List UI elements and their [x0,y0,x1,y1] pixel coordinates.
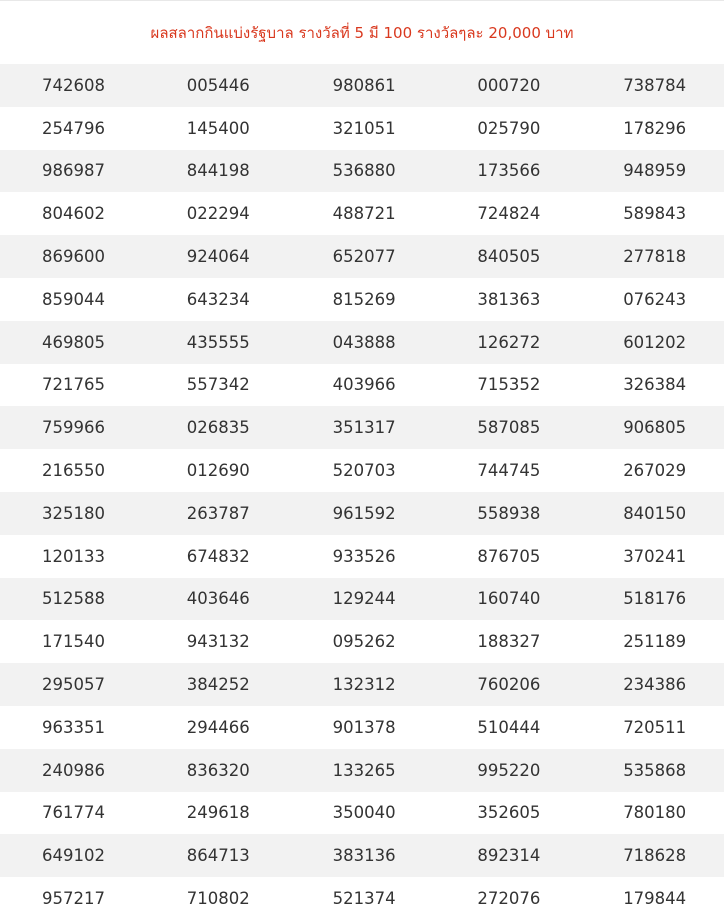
lottery-number: 076243 [623,289,687,309]
table-row [0,107,724,150]
lottery-number: 710802 [186,889,250,909]
table-row [0,192,724,235]
lottery-number: 469805 [0,321,145,364]
lottery-number: 520703 [332,461,396,481]
table-row [0,406,724,449]
lottery-number: 518176 [579,578,724,621]
lottery-number: 234386 [579,663,724,706]
lottery-number: 240986 [0,749,145,792]
lottery-number: 840150 [579,492,724,535]
table-row [0,492,724,535]
prize-title-row [0,1,724,65]
lottery-number: 383136 [290,834,435,877]
lottery-number: 294466 [186,717,250,737]
table-row [0,749,724,792]
table-row [0,64,724,107]
table-row [0,535,724,578]
lottery-number: 557342 [186,375,250,395]
lottery-number: 643234 [186,289,250,309]
lottery-number: 933526 [332,546,396,566]
lottery-number: 780180 [623,803,687,823]
lottery-number: 760206 [434,663,579,706]
lottery-number: 924064 [145,235,290,278]
lottery-number: 025790 [477,118,541,138]
table-row [0,792,724,835]
lottery-number: 859044 [42,289,105,309]
table-row [0,449,724,492]
table-row [0,278,724,321]
lottery-number: 254796 [42,118,105,138]
table-row [0,578,724,621]
lottery-number: 435555 [145,321,290,364]
lottery-number: 892314 [434,834,579,877]
lottery-number: 601202 [579,321,724,364]
lottery-number: 512588 [0,578,145,621]
lottery-number: 864713 [145,834,290,877]
table-row [0,706,724,749]
lottery-number: 488721 [332,204,396,224]
lottery-number: 510444 [477,717,541,737]
table-row [0,834,724,877]
lottery-number: 352605 [477,803,541,823]
lottery-number: 295057 [0,663,145,706]
lottery-number: 869600 [0,235,145,278]
lottery-number: 674832 [186,546,250,566]
lottery-number: 587085 [434,406,579,449]
prize-table-body [0,1,724,920]
lottery-number: 558938 [434,492,579,535]
lottery-number: 535868 [579,749,724,792]
lottery-number: 589843 [623,204,687,224]
lottery-number: 980861 [290,64,435,107]
lottery-number: 160740 [434,578,579,621]
lottery-number: 126272 [434,321,579,364]
table-row [0,321,724,364]
lottery-number: 995220 [434,749,579,792]
lottery-number: 249618 [186,803,250,823]
lottery-number: 132312 [290,663,435,706]
lottery-number: 120133 [42,546,105,566]
lottery-number: 173566 [434,150,579,193]
lottery-number: 351317 [290,406,435,449]
table-row [0,235,724,278]
lottery-number: 026835 [145,406,290,449]
lottery-number: 370241 [623,546,687,566]
lottery-number: 133265 [290,749,435,792]
lottery-number: 721765 [42,375,105,395]
lottery-number: 267029 [623,461,687,481]
lottery-number: 012690 [186,461,250,481]
lottery-number: 043888 [290,321,435,364]
lottery-number: 963351 [42,717,105,737]
table-row [0,620,724,663]
lottery-number: 022294 [186,204,250,224]
lottery-number: 216550 [42,461,105,481]
prize-title: ผลสลากกินแบ่งรัฐบาล รางวัลที่ 5 มี 100 รางวัลๆละ 20,000 บาท [0,1,724,65]
lottery-number: 948959 [579,150,724,193]
lottery-number: 815269 [332,289,396,309]
lottery-number: 715352 [477,375,541,395]
lottery-number: 759966 [0,406,145,449]
lottery-number: 804602 [42,204,105,224]
lottery-number: 403966 [332,375,396,395]
lottery-number: 901378 [332,717,396,737]
lottery-number: 840505 [434,235,579,278]
lottery-number: 724824 [477,204,541,224]
lottery-number: 326384 [623,375,687,395]
lottery-number: 145400 [186,118,250,138]
lottery-number: 738784 [579,64,724,107]
lottery-number: 744745 [477,461,541,481]
lottery-number: 943132 [186,632,250,652]
lottery-number: 277818 [579,235,724,278]
lottery-number: 521374 [332,889,396,909]
lottery-number: 961592 [290,492,435,535]
lottery-number: 906805 [579,406,724,449]
lottery-number: 179844 [623,889,687,909]
lottery-number: 188327 [477,632,541,652]
lottery-number: 263787 [145,492,290,535]
lottery-number: 005446 [145,64,290,107]
lottery-number: 350040 [332,803,396,823]
table-row [0,663,724,706]
lottery-number: 652077 [290,235,435,278]
lottery-number: 986987 [0,150,145,193]
lottery-number: 720511 [623,717,687,737]
lottery-number: 876705 [477,546,541,566]
lottery-number: 171540 [42,632,105,652]
table-row [0,364,724,407]
lottery-number: 836320 [145,749,290,792]
lottery-number: 129244 [290,578,435,621]
lottery-number: 381363 [477,289,541,309]
lottery-number: 844198 [145,150,290,193]
lottery-number: 957217 [42,889,105,909]
lottery-number: 321051 [332,118,396,138]
lottery-number: 536880 [290,150,435,193]
lottery-number: 761774 [42,803,105,823]
lottery-number: 178296 [623,118,687,138]
table-row [0,150,724,193]
lottery-number: 000720 [434,64,579,107]
lottery-number: 649102 [0,834,145,877]
lottery-number: 403646 [145,578,290,621]
lottery-number: 325180 [0,492,145,535]
table-row [0,877,724,920]
lottery-number: 251189 [623,632,687,652]
lottery-number: 384252 [145,663,290,706]
lottery-number: 742608 [0,64,145,107]
lottery-number: 718628 [579,834,724,877]
lottery-number: 095262 [332,632,396,652]
lottery-number: 272076 [477,889,541,909]
